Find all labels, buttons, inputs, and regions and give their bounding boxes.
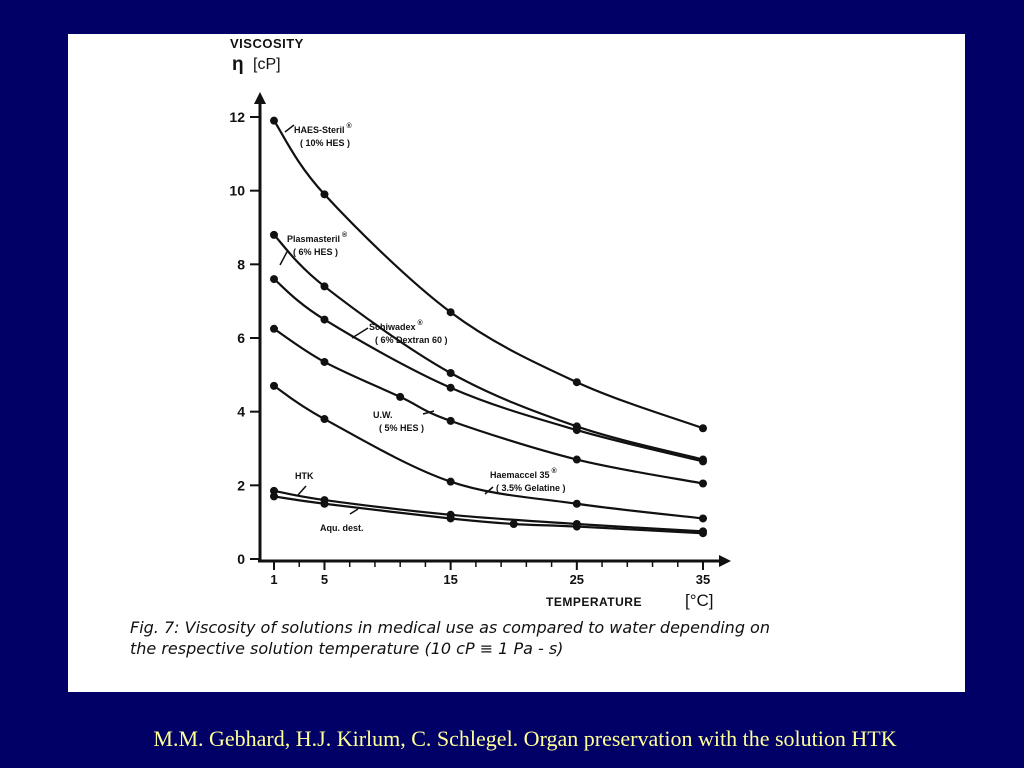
data-point bbox=[699, 529, 707, 537]
x-tick-label: 5 bbox=[320, 572, 329, 587]
series-label-plasmasteril: Plasmasteril ® bbox=[287, 232, 348, 244]
data-point bbox=[270, 275, 278, 283]
data-point bbox=[447, 369, 455, 377]
data-point bbox=[573, 523, 581, 531]
data-point bbox=[270, 492, 278, 500]
label-leader bbox=[280, 250, 288, 265]
registered-mark: ® bbox=[344, 123, 352, 130]
x-axis-unit: [°C] bbox=[685, 591, 714, 610]
data-point bbox=[573, 378, 581, 386]
data-point bbox=[447, 384, 455, 392]
data-point bbox=[699, 514, 707, 522]
data-point bbox=[320, 415, 328, 423]
series-label-u-w: U.W. bbox=[373, 410, 393, 420]
y-axis-symbol: η bbox=[232, 54, 244, 75]
series-sublabel-plasmasteril: ( 6% HES ) bbox=[293, 247, 339, 257]
data-point bbox=[699, 479, 707, 487]
data-point bbox=[270, 325, 278, 333]
x-tick-label: 15 bbox=[443, 572, 458, 587]
y-tick-label: 4 bbox=[237, 403, 245, 420]
series-sublabel-u-w: ( 5% HES ) bbox=[379, 423, 425, 433]
data-point bbox=[573, 426, 581, 434]
y-tick-label: 10 bbox=[229, 182, 245, 199]
caption-line-2: the respective solution temperature (10 cP ≡ 1 Pa - s) bbox=[130, 639, 564, 658]
label-leader bbox=[285, 125, 294, 132]
x-tick-label: 1 bbox=[270, 572, 278, 587]
data-point bbox=[270, 231, 278, 239]
y-tick-label: 6 bbox=[237, 330, 245, 346]
data-point bbox=[447, 478, 455, 486]
series-sublabel-haes-steril: ( 10% HES ) bbox=[300, 138, 351, 148]
viscosity-chart bbox=[68, 34, 965, 692]
caption-line-1: Fig. 7: Viscosity of solutions in medical use as compared to water depending on bbox=[130, 618, 770, 637]
y-tick-label: 2 bbox=[237, 477, 245, 494]
y-axis-title: VISCOSITY bbox=[230, 36, 304, 51]
x-axis-title: TEMPERATURE bbox=[546, 595, 642, 609]
label-leader bbox=[350, 509, 358, 514]
series-plasmasteril bbox=[270, 231, 707, 464]
series-label-htk: HTK bbox=[295, 471, 314, 481]
data-point bbox=[447, 514, 455, 522]
y-axis-arrow bbox=[254, 92, 266, 104]
series-label-haemaccel-35: Haemaccel 35 ® bbox=[490, 468, 557, 480]
series-haes-steril bbox=[270, 117, 707, 433]
data-point bbox=[699, 457, 707, 465]
x-axis-arrow bbox=[719, 555, 731, 567]
slide-citation: M.M. Gebhard, H.J. Kirlum, C. Schlegel. Organ preservation with the solution HTK bbox=[153, 726, 897, 751]
series-sublabel-haemaccel-35: ( 3.5% Gelatine ) bbox=[496, 483, 566, 493]
registered-mark: ® bbox=[549, 468, 557, 475]
series-label-schiwadex: Schiwadex ® bbox=[369, 320, 423, 332]
data-point bbox=[320, 316, 328, 324]
y-tick-label: 0 bbox=[237, 551, 245, 567]
data-point bbox=[320, 358, 328, 366]
data-point bbox=[447, 308, 455, 316]
registered-mark: ® bbox=[415, 320, 423, 327]
figure-caption bbox=[130, 617, 850, 659]
x-tick-label: 25 bbox=[569, 572, 585, 587]
data-point bbox=[573, 500, 581, 508]
figure-panel bbox=[68, 34, 965, 692]
data-point bbox=[699, 424, 707, 432]
y-tick-label: 8 bbox=[237, 256, 245, 273]
y-axis-unit: [cP] bbox=[253, 56, 281, 73]
x-tick-label: 35 bbox=[695, 572, 711, 587]
series-sublabel-schiwadex: ( 6% Dextran 60 ) bbox=[375, 335, 448, 345]
data-point bbox=[270, 117, 278, 125]
data-point bbox=[396, 393, 404, 401]
series-label-haes-steril: HAES-Steril ® bbox=[294, 123, 352, 135]
data-point bbox=[320, 500, 328, 508]
data-point bbox=[510, 520, 518, 528]
series-label-aqu-dest: Aqu. dest. bbox=[320, 523, 364, 533]
data-point bbox=[320, 190, 328, 198]
data-point bbox=[573, 456, 581, 464]
series-line bbox=[274, 121, 703, 429]
label-leader bbox=[352, 328, 368, 338]
series-schiwadex bbox=[270, 275, 707, 465]
data-point bbox=[447, 417, 455, 425]
registered-mark: ® bbox=[340, 232, 348, 239]
data-point bbox=[320, 282, 328, 290]
label-leader bbox=[298, 486, 306, 495]
series-layer bbox=[270, 117, 707, 538]
y-tick-label: 12 bbox=[229, 109, 245, 125]
data-point bbox=[270, 382, 278, 390]
